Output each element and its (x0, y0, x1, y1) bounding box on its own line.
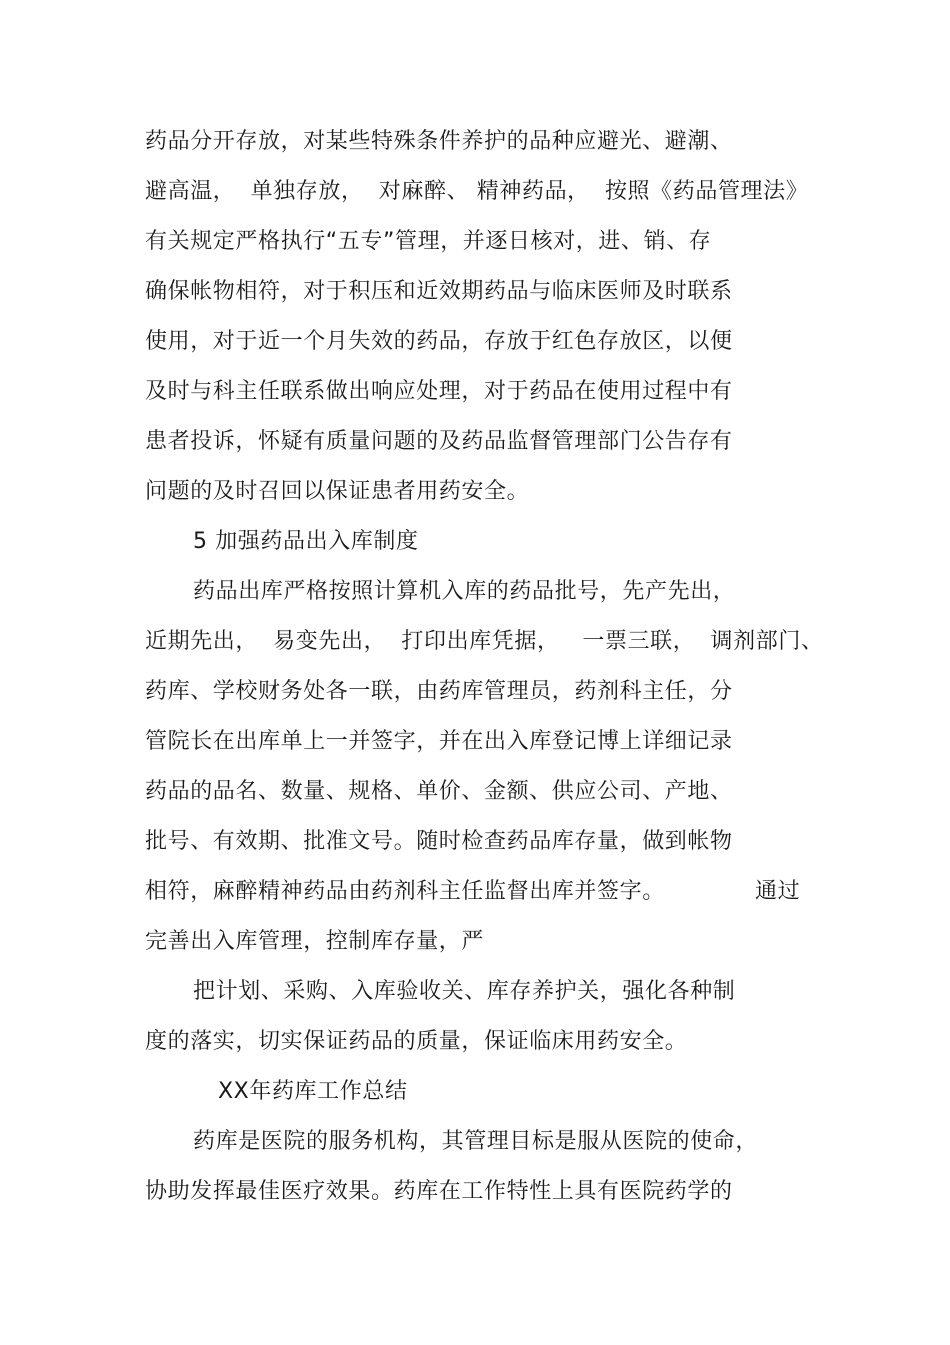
paragraph-line: 批号、有效期、批准文号。随时检查药品库存量，做到帐物 (145, 829, 733, 854)
paragraph-line: 药库、学校财务处各一联，由药库管理员，药剂科主任，分 (145, 679, 733, 704)
paragraph-line: 药品的品名、数量、规格、单价、金额、供应公司、产地、 (145, 779, 733, 804)
section-heading: 5 加强药品出入库制度 (193, 529, 419, 554)
paragraph-line: 协助发挥最佳医疗效果。药库在工作特性上具有医院药学的 (145, 1179, 733, 1204)
paragraph-line-fragment: 通过 (755, 879, 801, 904)
paragraph-line: 药库是医院的服务机构，其管理目标是服从医院的使命， (193, 1129, 759, 1154)
paragraph-line: 及时与科主任联系做出响应处理，对于药品在使用过程中有 (145, 379, 733, 404)
paragraph-line: 确保帐物相符，对于积压和近效期药品与临床医师及时联系 (145, 279, 733, 304)
paragraph-line: 避高温， 单独存放， 对麻醉、 精神药品， 按照《药品管理法》 (145, 179, 809, 204)
paragraph-line: 药品出库严格按照计算机入库的药品批号，先产先出， (193, 579, 736, 604)
paragraph-line: 患者投诉，怀疑有质量问题的及药品监督管理部门公告存有 (145, 429, 733, 454)
paragraph-line: 相符，麻醉精神药品由药剂科主任监督出库并签字。 (145, 879, 665, 904)
section-title: XX年药库工作总结 (218, 1079, 408, 1104)
paragraph-line: 度的落实，切实保证药品的质量，保证临床用药安全。 (145, 1029, 688, 1054)
paragraph-line: 管院长在出库单上一并签字，并在出入库登记博上详细记录 (145, 729, 733, 754)
paragraph-line: 使用，对于近一个月失效的药品，存放于红色存放区，以便 (145, 329, 733, 354)
paragraph-line: 有关规定严格执行“五专”管理，并逐日核对，进、销、存 (145, 229, 712, 254)
paragraph-line: 问题的及时召回以保证患者用药安全。 (145, 479, 530, 504)
paragraph-line: 把计划、采购、入库验收关、库存养护关，强化各种制 (193, 979, 736, 1004)
paragraph-line: 近期先出， 易变先出， 打印出库凭据， 一票三联， 调剂部门、 (145, 629, 824, 654)
paragraph-line: 完善出入库管理，控制库存量，严 (145, 929, 485, 954)
paragraph-line: 药品分开存放，对某些特殊条件养护的品种应避光、避潮、 (145, 129, 733, 154)
